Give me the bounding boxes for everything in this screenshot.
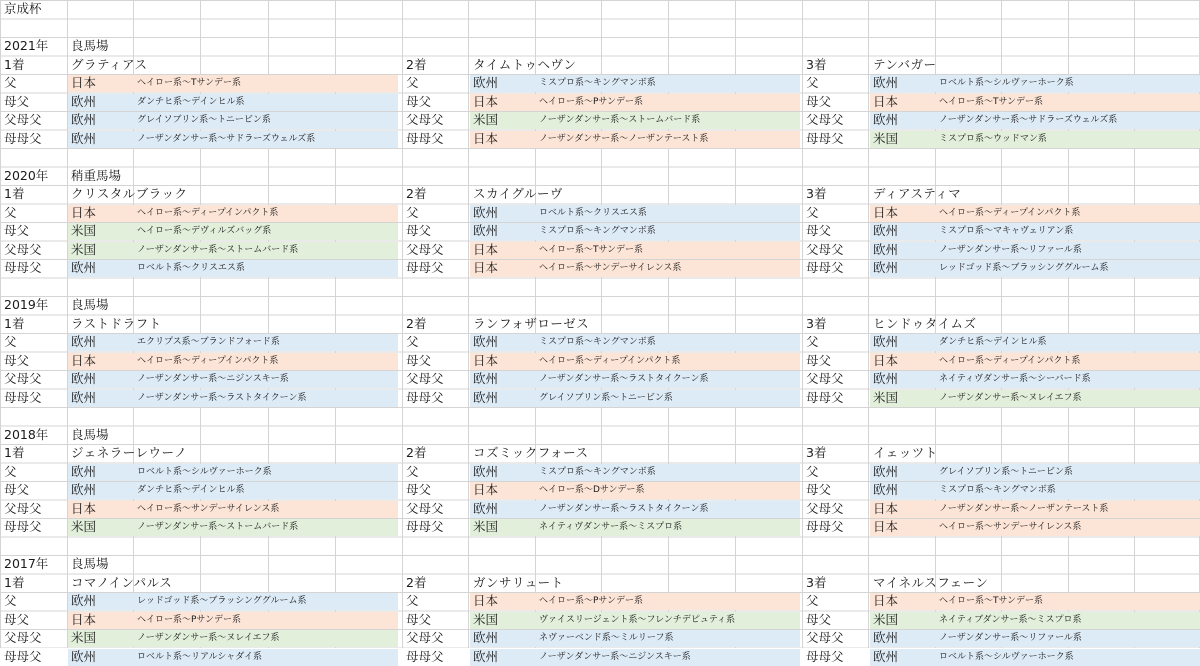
sire-line-cell[interactable]: ダンチヒ系〜デインヒル系 — [137, 481, 244, 500]
pedigree-role-cell[interactable]: 母父 — [4, 352, 29, 371]
sire-line-cell[interactable]: エクリプス系〜ブランドフォード系 — [137, 333, 280, 352]
year-cell[interactable]: 2017年 — [4, 555, 48, 574]
sire-region-cell[interactable]: 欧州 — [71, 259, 96, 278]
sire-line-cell[interactable]: ミスプロ系〜キングマンボ系 — [539, 333, 656, 352]
sire-region-cell[interactable]: 日本 — [873, 93, 898, 112]
pedigree-role-cell[interactable]: 父 — [806, 592, 819, 611]
sire-line-cell[interactable]: ノーザンダンサー系〜ラストタイクーン系 — [137, 389, 306, 408]
pedigree-role-cell[interactable]: 母母父 — [4, 130, 42, 149]
pedigree-role-cell[interactable]: 父母父 — [806, 111, 844, 130]
placing-rank-cell[interactable]: 2着 — [406, 185, 426, 204]
sire-region-cell[interactable]: 日本 — [473, 592, 498, 611]
sire-region-cell[interactable]: 米国 — [873, 611, 898, 630]
sire-line-cell[interactable]: ノーザンダンサー系〜ラストタイクーン系 — [539, 500, 708, 519]
sire-line-cell[interactable]: ヘイロー系〜サンデーサイレンス系 — [939, 518, 1081, 537]
pedigree-role-cell[interactable]: 母父 — [806, 352, 831, 371]
pedigree-role-cell[interactable]: 母母父 — [406, 130, 444, 149]
sire-region-cell[interactable]: 欧州 — [473, 370, 498, 389]
sire-line-cell[interactable]: ヘイロー系〜ディープインパクト系 — [939, 204, 1080, 223]
sire-region-cell[interactable]: 欧州 — [873, 463, 898, 482]
pedigree-role-cell[interactable]: 母父 — [806, 481, 831, 500]
pedigree-role-cell[interactable]: 母母父 — [4, 259, 42, 278]
pedigree-role-cell[interactable]: 母父 — [406, 352, 431, 371]
sire-region-cell[interactable]: 欧州 — [873, 74, 898, 93]
horse-name-cell[interactable]: グラティアス — [71, 56, 148, 75]
pedigree-role-cell[interactable]: 父母父 — [4, 629, 42, 648]
sire-region-cell[interactable]: 欧州 — [71, 648, 96, 666]
sire-line-cell[interactable]: ネイティヴダンサー系〜ミスプロ系 — [539, 518, 682, 537]
sire-line-cell[interactable]: ノーザンダンサー系〜リファール系 — [939, 629, 1082, 648]
sire-line-cell[interactable]: ネイティヴダンサー系〜シーバード系 — [939, 370, 1091, 389]
pedigree-role-cell[interactable]: 父母父 — [4, 241, 42, 260]
sire-line-cell[interactable]: レッドゴッド系〜ブラッシンググルーム系 — [939, 259, 1109, 278]
sire-line-cell[interactable]: ノーザンダンサー系〜サドラーズウェルズ系 — [137, 130, 315, 149]
pedigree-role-cell[interactable]: 父 — [406, 74, 419, 93]
horse-name-cell[interactable]: タイムトゥヘヴン — [473, 56, 576, 75]
sire-region-cell[interactable]: 日本 — [473, 259, 498, 278]
placing-rank-cell[interactable]: 2着 — [406, 574, 426, 593]
sire-line-cell[interactable]: ネヴァーベンド系〜ミルリーフ系 — [539, 629, 673, 648]
column-gridline — [402, 0, 403, 648]
sire-region-cell[interactable]: 欧州 — [71, 130, 96, 149]
pedigree-role-cell[interactable]: 父母父 — [806, 629, 844, 648]
sire-line-cell[interactable]: ロベルト系〜シルヴァーホーク系 — [939, 648, 1074, 666]
sire-region-cell[interactable]: 欧州 — [873, 370, 898, 389]
sire-region-cell[interactable]: 日本 — [473, 93, 498, 112]
sire-line-cell[interactable]: ミスプロ系〜キングマンボ系 — [539, 463, 656, 482]
sire-region-cell[interactable]: 欧州 — [71, 481, 96, 500]
sire-region-cell[interactable]: 欧州 — [873, 222, 898, 241]
sire-line-cell[interactable]: ノーザンダンサー系〜ヌレイエフ系 — [939, 389, 1081, 408]
sire-region-cell[interactable]: 欧州 — [473, 333, 498, 352]
sire-line-cell[interactable]: ノーザンダンサー系〜ヌレイエフ系 — [137, 629, 279, 648]
pedigree-role-cell[interactable]: 父 — [4, 333, 17, 352]
pedigree-role-cell[interactable]: 父 — [406, 204, 419, 223]
sire-line-cell[interactable]: ミスプロ系〜キングマンボ系 — [539, 74, 656, 93]
horse-name-cell[interactable]: クリスタルブラック — [71, 185, 188, 204]
sire-region-cell[interactable]: 日本 — [71, 611, 96, 630]
pedigree-role-cell[interactable]: 母父 — [806, 611, 831, 630]
sire-region-cell[interactable]: 日本 — [873, 500, 898, 519]
track-condition-cell[interactable]: 良馬場 — [71, 37, 109, 56]
placing-rank-cell[interactable]: 3着 — [806, 315, 826, 334]
column-gridline — [802, 0, 803, 648]
sire-line-cell[interactable]: ミスプロ系〜キングマンボ系 — [539, 222, 656, 241]
pedigree-role-cell[interactable]: 母父 — [806, 93, 831, 112]
column-gridline — [468, 0, 469, 648]
sire-region-cell[interactable]: 欧州 — [873, 259, 898, 278]
pedigree-role-cell[interactable]: 父母父 — [406, 500, 444, 519]
pedigree-role-cell[interactable]: 父 — [406, 592, 419, 611]
sire-region-cell[interactable]: 欧州 — [71, 389, 96, 408]
sire-region-cell[interactable]: 日本 — [473, 481, 498, 500]
sire-region-cell[interactable]: 欧州 — [873, 481, 898, 500]
sire-region-cell[interactable]: 米国 — [71, 241, 96, 260]
sire-region-cell[interactable]: 欧州 — [71, 333, 96, 352]
sire-line-cell[interactable]: ノーザンダンサー系〜ストームバード系 — [539, 111, 700, 130]
horse-name-cell[interactable]: イェッツト — [873, 444, 938, 463]
sire-line-cell[interactable]: ロベルト系〜リアルシャダイ系 — [137, 648, 262, 666]
sire-line-cell[interactable]: ノーザンダンサー系〜ストームバード系 — [137, 518, 298, 537]
pedigree-role-cell[interactable]: 母父 — [406, 611, 431, 630]
pedigree-role-cell[interactable]: 父 — [4, 463, 17, 482]
sheet-title-cell[interactable]: 京成杯 — [4, 0, 42, 19]
placing-rank-cell[interactable]: 3着 — [806, 574, 826, 593]
sire-line-cell[interactable]: ダンチヒ系〜デインヒル系 — [939, 333, 1046, 352]
sire-line-cell[interactable]: グレイソブリン系〜トニービン系 — [137, 111, 271, 130]
sire-line-cell[interactable]: ロベルト系〜シルヴァーホーク系 — [939, 74, 1074, 93]
pedigree-role-cell[interactable]: 母母父 — [406, 648, 444, 666]
placing-rank-cell[interactable]: 3着 — [806, 56, 826, 75]
year-cell[interactable]: 2020年 — [4, 167, 48, 186]
sire-region-cell[interactable]: 米国 — [71, 518, 96, 537]
sire-line-cell[interactable]: グレイソブリン系〜トニービン系 — [939, 463, 1073, 482]
pedigree-role-cell[interactable]: 母母父 — [806, 518, 844, 537]
pedigree-role-cell[interactable]: 母母父 — [406, 389, 444, 408]
sire-line-cell[interactable]: ヘイロー系〜Tサンデー系 — [939, 93, 1043, 112]
sire-region-cell[interactable]: 欧州 — [873, 648, 898, 666]
placing-rank-cell[interactable]: 3着 — [806, 185, 826, 204]
horse-name-cell[interactable]: コズミックフォース — [473, 444, 589, 463]
placing-rank-cell[interactable]: 3着 — [806, 444, 826, 463]
sire-line-cell[interactable]: ヘイロー系〜Dサンデー系 — [539, 481, 644, 500]
sire-line-cell[interactable]: ヘイロー系〜ディープインパクト系 — [137, 352, 278, 371]
sire-line-cell[interactable]: ロベルト系〜クリスエス系 — [539, 204, 647, 223]
sire-region-cell[interactable]: 欧州 — [473, 500, 498, 519]
sire-line-cell[interactable]: ヘイロー系〜デヴィルズバッグ系 — [137, 222, 271, 241]
pedigree-role-cell[interactable]: 母母父 — [406, 518, 444, 537]
horse-name-cell[interactable]: ガンサリュート — [473, 574, 564, 593]
sire-line-cell[interactable]: ロベルト系〜クリスエス系 — [137, 259, 245, 278]
pedigree-role-cell[interactable]: 母父 — [4, 93, 29, 112]
track-condition-cell[interactable]: 良馬場 — [71, 426, 109, 445]
sire-line-cell[interactable]: ヘイロー系〜Pサンデー系 — [539, 93, 643, 112]
pedigree-role-cell[interactable]: 父母父 — [4, 111, 42, 130]
sire-region-cell[interactable]: 米国 — [71, 629, 96, 648]
pedigree-role-cell[interactable]: 父母父 — [806, 370, 844, 389]
pedigree-role-cell[interactable]: 母母父 — [806, 259, 844, 278]
sire-region-cell[interactable]: 日本 — [873, 352, 898, 371]
sire-region-cell[interactable]: 欧州 — [473, 648, 498, 666]
sire-region-cell[interactable]: 日本 — [873, 518, 898, 537]
sire-line-cell[interactable]: ノーザンダンサー系〜ラストタイクーン系 — [539, 370, 708, 389]
sire-line-cell[interactable]: ノーザンダンサー系〜ニジンスキー系 — [539, 648, 691, 666]
pedigree-role-cell[interactable]: 父 — [4, 74, 17, 93]
horse-name-cell[interactable]: ヒンドゥタイムズ — [873, 315, 976, 334]
pedigree-role-cell[interactable]: 父 — [4, 204, 17, 223]
pedigree-role-cell[interactable]: 母父 — [4, 481, 29, 500]
pedigree-role-cell[interactable]: 母父 — [4, 611, 29, 630]
placing-rank-cell[interactable]: 2着 — [406, 444, 426, 463]
sire-region-cell[interactable]: 米国 — [473, 111, 498, 130]
sire-line-cell[interactable]: ノーザンダンサー系〜ストームバード系 — [137, 241, 298, 260]
sire-line-cell[interactable]: ヘイロー系〜Pサンデー系 — [539, 592, 643, 611]
pedigree-role-cell[interactable]: 母母父 — [806, 389, 844, 408]
sire-line-cell[interactable]: ノーザンダンサー系〜サドラーズウェルズ系 — [939, 111, 1117, 130]
sire-region-cell[interactable]: 日本 — [71, 204, 96, 223]
track-condition-cell[interactable]: 稍重馬場 — [71, 167, 121, 186]
sire-line-cell[interactable]: ミスプロ系〜ウッドマン系 — [939, 130, 1047, 149]
sire-region-cell[interactable]: 米国 — [473, 611, 498, 630]
sire-region-cell[interactable]: 日本 — [873, 592, 898, 611]
sire-line-cell[interactable]: ヘイロー系〜Tサンデー系 — [939, 592, 1043, 611]
sire-line-cell[interactable]: ミスプロ系〜キングマンボ系 — [939, 481, 1056, 500]
pedigree-role-cell[interactable]: 父母父 — [806, 500, 844, 519]
sire-line-cell[interactable]: ヘイロー系〜Pサンデー系 — [137, 611, 241, 630]
pedigree-role-cell[interactable]: 母父 — [806, 222, 831, 241]
pedigree-role-cell[interactable]: 母母父 — [806, 648, 844, 666]
pedigree-role-cell[interactable]: 母父 — [406, 481, 431, 500]
sire-line-cell[interactable]: ヘイロー系〜Tサンデー系 — [137, 74, 241, 93]
column-gridline — [0, 0, 1, 648]
pedigree-role-cell[interactable]: 父 — [806, 204, 819, 223]
sire-line-cell[interactable]: ヘイロー系〜Tサンデー系 — [539, 241, 643, 260]
sire-line-cell[interactable]: グレイソブリン系〜トニービン系 — [539, 389, 673, 408]
sire-line-cell[interactable]: ダンチヒ系〜デインヒル系 — [137, 93, 244, 112]
sire-line-cell[interactable]: ヘイロー系〜ディープインパクト系 — [539, 352, 680, 371]
sire-region-cell[interactable]: 欧州 — [71, 463, 96, 482]
pedigree-role-cell[interactable]: 母母父 — [4, 389, 42, 408]
sire-region-cell[interactable]: 欧州 — [71, 592, 96, 611]
pedigree-role-cell[interactable]: 父母父 — [806, 241, 844, 260]
sire-region-cell[interactable]: 欧州 — [71, 111, 96, 130]
year-cell[interactable]: 2018年 — [4, 426, 48, 445]
pedigree-role-cell[interactable]: 父 — [4, 592, 17, 611]
sire-region-cell[interactable]: 米国 — [71, 222, 96, 241]
placing-rank-cell[interactable]: 1着 — [4, 185, 24, 204]
horse-name-cell[interactable]: ジェネラーレウーノ — [71, 444, 187, 463]
sire-region-cell[interactable]: 欧州 — [473, 389, 498, 408]
sire-line-cell[interactable]: レッドゴッド系〜ブラッシンググルーム系 — [137, 592, 307, 611]
year-cell[interactable]: 2019年 — [4, 296, 48, 315]
pedigree-role-cell[interactable]: 母父 — [406, 222, 431, 241]
horse-name-cell[interactable]: ラストドラフト — [71, 315, 162, 334]
sire-region-cell[interactable]: 欧州 — [473, 74, 498, 93]
sire-line-cell[interactable]: ヘイロー系〜サンデーサイレンス系 — [539, 259, 681, 278]
sire-region-cell[interactable]: 日本 — [71, 74, 96, 93]
pedigree-role-cell[interactable]: 父 — [806, 463, 819, 482]
pedigree-role-cell[interactable]: 父母父 — [4, 500, 42, 519]
sire-line-cell[interactable]: ミスプロ系〜マキャヴェリアン系 — [939, 222, 1073, 241]
sire-region-cell[interactable]: 欧州 — [473, 204, 498, 223]
placing-rank-cell[interactable]: 1着 — [4, 574, 24, 593]
pedigree-role-cell[interactable]: 母母父 — [406, 259, 444, 278]
sire-region-cell[interactable]: 日本 — [473, 130, 498, 149]
pedigree-role-cell[interactable]: 母母父 — [806, 130, 844, 149]
pedigree-role-cell[interactable]: 父 — [406, 333, 419, 352]
pedigree-role-cell[interactable]: 父母父 — [406, 370, 444, 389]
pedigree-role-cell[interactable]: 母父 — [4, 222, 29, 241]
sire-region-cell[interactable]: 欧州 — [71, 370, 96, 389]
sire-line-cell[interactable]: ヘイロー系〜ディープインパクト系 — [137, 204, 278, 223]
sire-line-cell[interactable]: ヘイロー系〜サンデーサイレンス系 — [137, 500, 279, 519]
horse-name-cell[interactable]: コマノインパルス — [71, 574, 172, 593]
sire-region-cell[interactable]: 欧州 — [873, 629, 898, 648]
sire-region-cell[interactable]: 米国 — [473, 518, 498, 537]
sire-region-cell[interactable]: 米国 — [873, 130, 898, 149]
placing-rank-cell[interactable]: 2着 — [406, 315, 426, 334]
placing-rank-cell[interactable]: 1着 — [4, 315, 24, 334]
sire-region-cell[interactable]: 欧州 — [473, 222, 498, 241]
horse-name-cell[interactable]: スカイグルーヴ — [473, 185, 563, 204]
sire-region-cell[interactable]: 日本 — [71, 500, 96, 519]
sire-region-cell[interactable]: 欧州 — [873, 111, 898, 130]
sire-line-cell[interactable]: ヴァイスリージェント系〜フレンチデピュティ系 — [539, 611, 735, 630]
horse-name-cell[interactable]: ディアスティマ — [873, 185, 961, 204]
sire-line-cell[interactable]: ヘイロー系〜ディープインパクト系 — [939, 352, 1080, 371]
sire-line-cell[interactable]: ノーザンダンサー系〜ノーザンテースト系 — [539, 130, 708, 149]
sire-region-cell[interactable]: 欧州 — [873, 241, 898, 260]
sire-line-cell[interactable]: ノーザンダンサー系〜リファール系 — [939, 241, 1082, 260]
pedigree-role-cell[interactable]: 父 — [806, 74, 819, 93]
horse-name-cell[interactable]: ランフォザローゼス — [473, 315, 589, 334]
sire-line-cell[interactable]: ノーザンダンサー系〜ニジンスキー系 — [137, 370, 289, 389]
horse-name-cell[interactable]: テンバガー — [873, 56, 937, 75]
track-condition-cell[interactable]: 良馬場 — [71, 555, 109, 574]
pedigree-role-cell[interactable]: 父母父 — [406, 111, 444, 130]
placing-rank-cell[interactable]: 1着 — [4, 56, 24, 75]
sire-region-cell[interactable]: 日本 — [473, 352, 498, 371]
pedigree-role-cell[interactable]: 母父 — [406, 93, 431, 112]
column-gridline — [868, 0, 869, 648]
sire-region-cell[interactable]: 欧州 — [473, 629, 498, 648]
horse-name-cell[interactable]: マイネルスフェーン — [873, 574, 988, 593]
pedigree-role-cell[interactable]: 母母父 — [4, 518, 42, 537]
sire-region-cell[interactable]: 米国 — [873, 389, 898, 408]
pedigree-role-cell[interactable]: 母母父 — [4, 648, 42, 666]
sire-region-cell[interactable]: 欧州 — [873, 333, 898, 352]
pedigree-role-cell[interactable]: 父母父 — [4, 370, 42, 389]
placing-rank-cell[interactable]: 1着 — [4, 444, 24, 463]
sire-region-cell[interactable]: 日本 — [71, 352, 96, 371]
year-cell[interactable]: 2021年 — [4, 37, 48, 56]
sire-region-cell[interactable]: 日本 — [873, 204, 898, 223]
pedigree-role-cell[interactable]: 父 — [806, 333, 819, 352]
sire-line-cell[interactable]: ノーザンダンサー系〜ノーザンテースト系 — [939, 500, 1108, 519]
placing-rank-cell[interactable]: 2着 — [406, 56, 426, 75]
pedigree-role-cell[interactable]: 父母父 — [406, 629, 444, 648]
sire-region-cell[interactable]: 欧州 — [473, 463, 498, 482]
sire-line-cell[interactable]: ネイティブダンサー系〜ミスプロ系 — [939, 611, 1082, 630]
track-condition-cell[interactable]: 良馬場 — [71, 296, 109, 315]
sire-line-cell[interactable]: ロベルト系〜シルヴァーホーク系 — [137, 463, 272, 482]
sire-region-cell[interactable]: 欧州 — [71, 93, 96, 112]
sire-region-cell[interactable]: 日本 — [473, 241, 498, 260]
pedigree-role-cell[interactable]: 父母父 — [406, 241, 444, 260]
pedigree-role-cell[interactable]: 父 — [406, 463, 419, 482]
